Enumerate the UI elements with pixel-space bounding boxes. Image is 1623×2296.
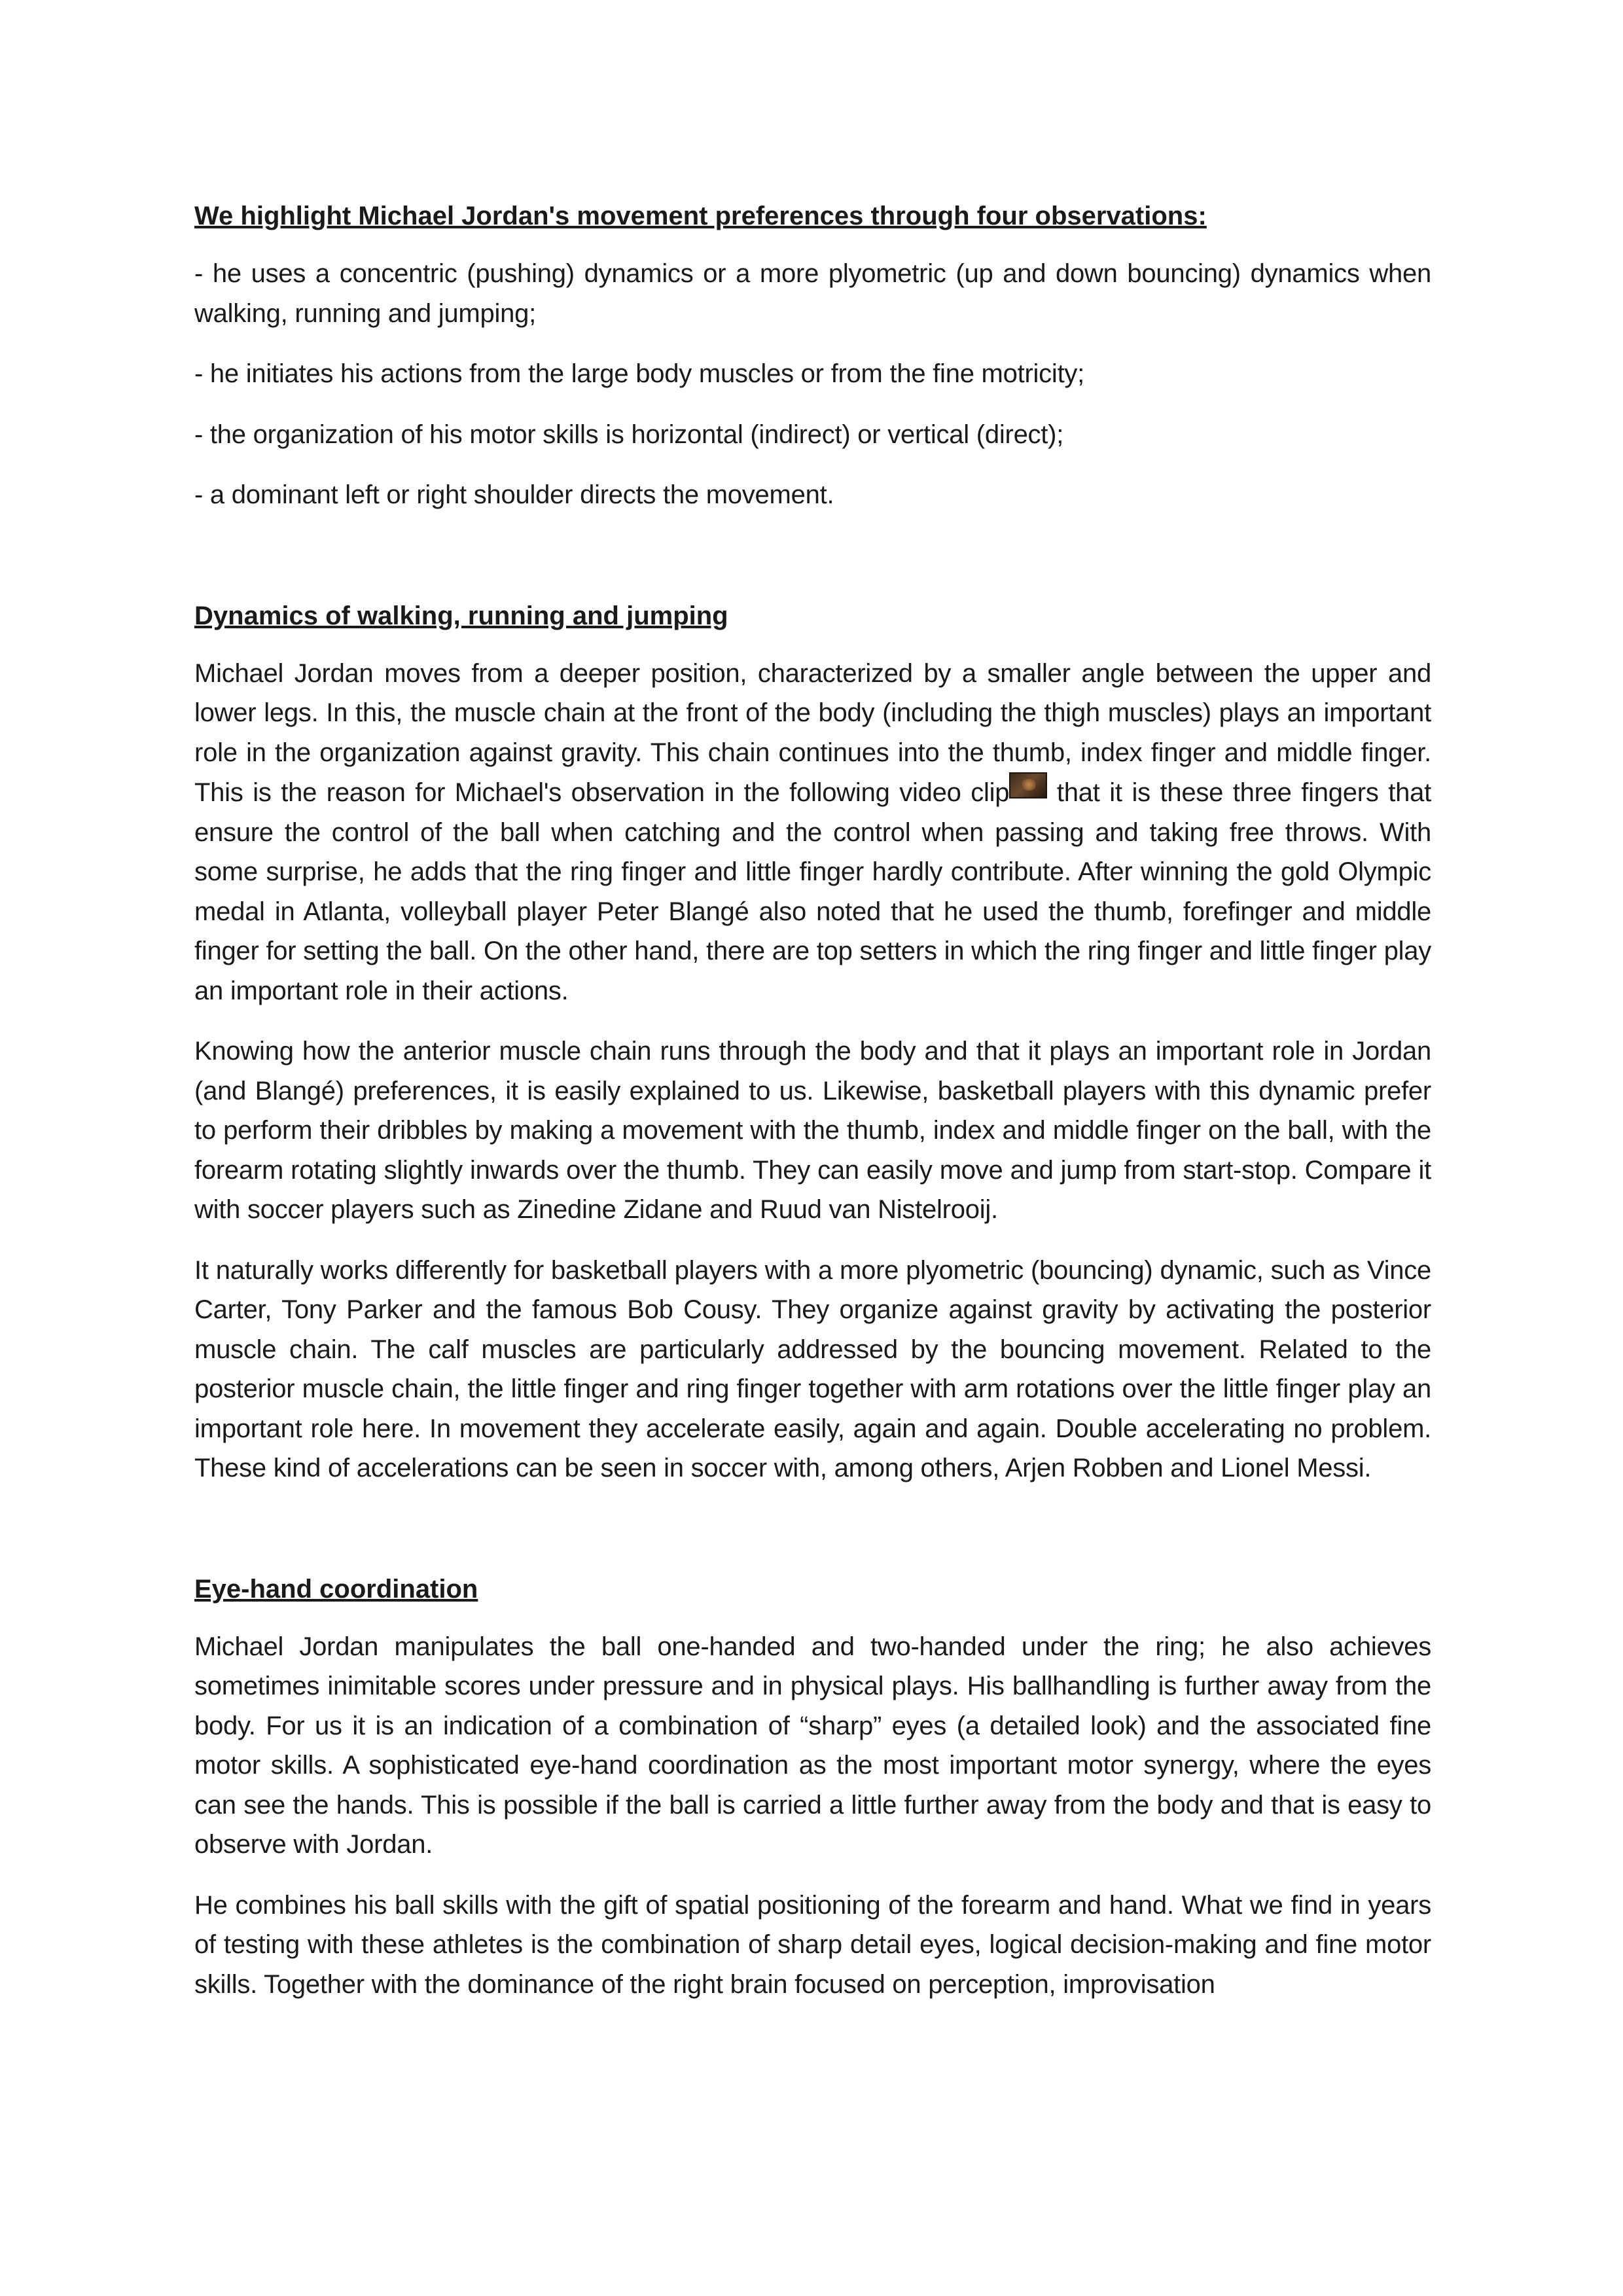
video-clip-icon[interactable] bbox=[1009, 772, 1047, 798]
observation-item: - he initiates his actions from the large body muscles or from the fine motricity; bbox=[194, 359, 1085, 388]
observation-item: - the organization of his motor skills is horizontal (indirect) or vertical (direct); bbox=[194, 420, 1064, 449]
eye-hand-paragraph-2: He combines his ball skills with the gift of spatial positioning of the forearm and hand. What we find in years of testing with these athletes is the combination of sharp detail eyes, logical decision-making and fine motor skills. Together with the dominance of the right brain focused on perception, improvisation bbox=[194, 1890, 1431, 1999]
dynamics-paragraph-1 bbox=[194, 654, 1431, 1011]
dynamics-paragraph-1-start: Michael Jordan moves from a deeper position, characterized by a smaller angle between the upper and lower legs. In this, the muscle chain at the front of the body (including the thigh muscles) plays an important role in the organization against gravity. This chain continues into the thumb, index finger and middle finger. This is the reason for Michael's observation in the following video clip bbox=[194, 658, 1431, 807]
dynamics-paragraph-3: It naturally works differently for basketball players with a more plyometric (bouncing) dynamic, such as Vince Carter, Tony Parker and the famous Bob Cousy. They organize against gravity by activating the posterior muscle chain. The calf muscles are particularly addressed by the bouncing movement. Related to the posterior muscle chain, the little finger and ring finger together with arm rotations over the little finger play an important role here. In movement they accelerate easily, again and again. Double accelerating no problem. These kind of accelerations can be seen in soccer with, among others, Arjen Robben and Lionel Messi. bbox=[194, 1255, 1431, 1482]
document-page bbox=[194, 196, 1431, 2025]
dynamics-paragraph-2: Knowing how the anterior muscle chain runs through the body and that it plays an important role in Jordan (and Blangé) preferences, it is easily explained to us. Likewise, basketball players with this dynamic prefer to perform their dribbles by making a movement with the thumb, index and middle finger on the ball, with the forearm rotating slightly inwards over the thumb. They can easily move and jump from start-stop. Compare it with soccer players such as Zinedine Zidane and Ruud van Nistelrooij. bbox=[194, 1037, 1431, 1224]
eye-hand-paragraph-1: Michael Jordan manipulates the ball one-handed and two-handed under the ring; he also achieves sometimes inimitable scores under pressure and in physical plays. His ballhandling is further away from the body. For us it is an indication of a combination of “sharp” eyes (a detailed look) and the associated fine motor skills. A sophisticated eye-hand coordination as the most important motor synergy, where the eyes can see the hands. This is possible if the ball is carried a little further away from the body and that is easy to observe with Jordan. bbox=[194, 1632, 1431, 1859]
section-spacer bbox=[194, 536, 1431, 596]
observation-item: - he uses a concentric (pushing) dynamics or a more plyometric (up and down bouncing) dynamics when walking, running and jumping; bbox=[194, 259, 1431, 328]
eye-hand-heading: Eye-hand coordination bbox=[194, 1574, 478, 1604]
intro-heading: We highlight Michael Jordan's movement preferences through four observations: bbox=[194, 202, 1207, 230]
observation-item: - a dominant left or right shoulder directs the movement. bbox=[194, 480, 834, 509]
dynamics-paragraph-1-end: that it is these three fingers that ensure the control of the ball when catching and the control when passing and taking free throws. With some surprise, he adds that the ring finger and little finger hardly contribute. After winning the gold Olympic medal in Atlanta, volleyball player Peter Blangé also noted that he used the thumb, forefinger and middle finger for setting the ball. On the other hand, there are top setters in which the ring finger and little finger play an important role in their actions. bbox=[194, 778, 1431, 1005]
dynamics-heading: Dynamics of walking, running and jumping bbox=[194, 601, 728, 630]
section-spacer bbox=[194, 1509, 1431, 1570]
